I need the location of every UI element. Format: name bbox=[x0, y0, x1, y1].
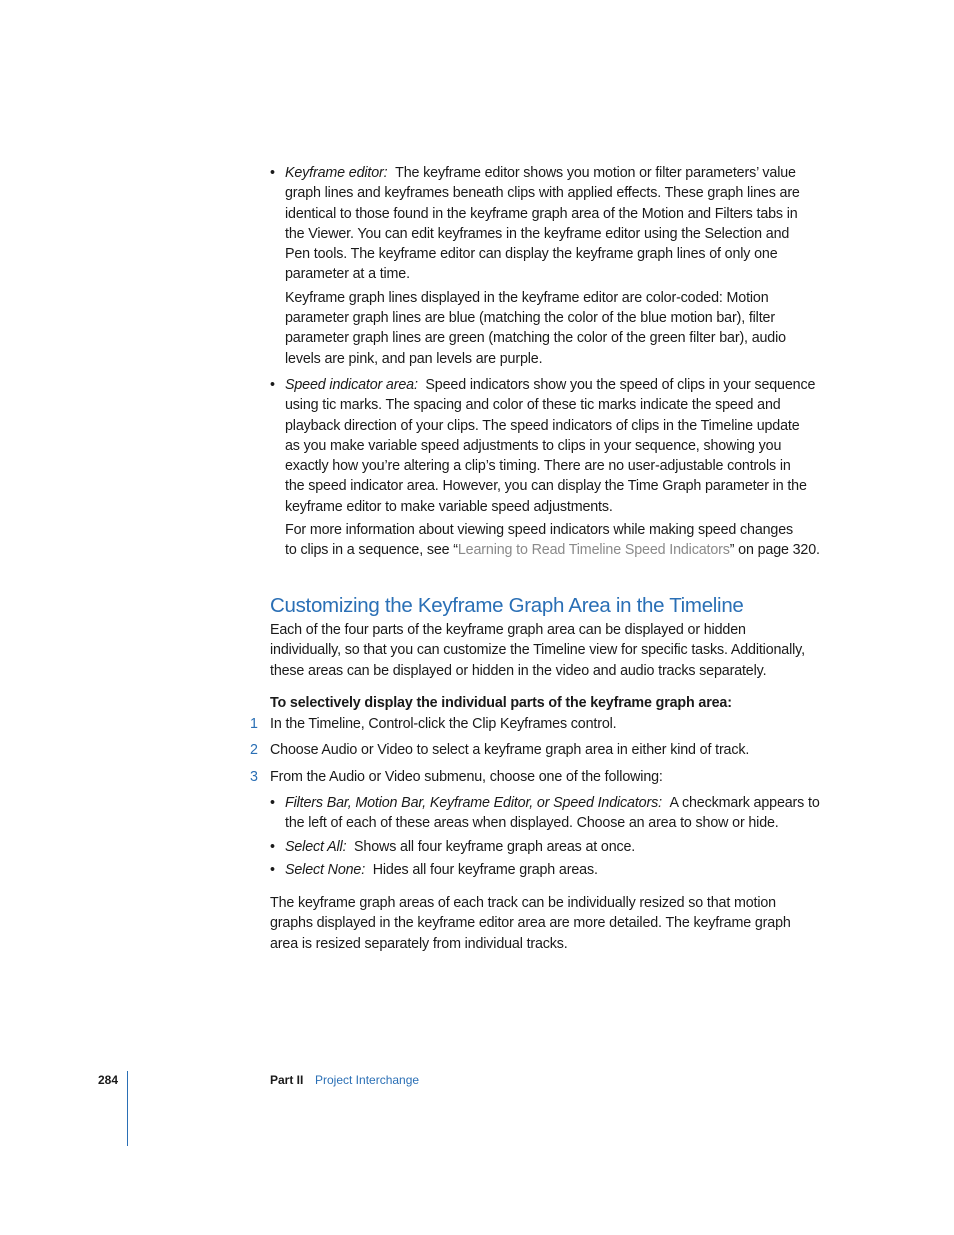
text-line: keyframe editor to make variable speed adjustments. bbox=[285, 498, 613, 515]
step-number: 3 bbox=[250, 769, 258, 785]
step-number: 2 bbox=[250, 742, 258, 758]
text-line: levels are pink, and pan levels are purple. bbox=[285, 350, 543, 367]
text-line: parameter graph lines are green (matching the color of the green filter bar), audio bbox=[285, 330, 786, 347]
text-line: For more information about viewing speed indicators while making speed changes bbox=[285, 522, 794, 539]
text-line: the speed indicator area. However, you can display the Time Graph parameter in the bbox=[285, 478, 807, 495]
footer-divider bbox=[127, 1071, 128, 1146]
text-line: The keyframe graph areas of each track can be individually resized so that motion bbox=[270, 895, 776, 911]
text-line: Each of the four parts of the keyframe graph area can be displayed or hidden bbox=[270, 622, 746, 638]
page-number: 284 bbox=[98, 1073, 119, 1087]
text-line: The keyframe editor shows you motion or filter parameters’ value bbox=[395, 165, 796, 181]
bullet-term: Speed indicator area: bbox=[285, 377, 418, 393]
text-line: ” on page 320. bbox=[729, 542, 820, 559]
bullet-marker: • bbox=[270, 377, 275, 393]
bullet-marker: • bbox=[270, 839, 275, 855]
text-line: using tic marks. The spacing and color of these tic marks indicate the speed and bbox=[285, 397, 781, 414]
step-text: Choose Audio or Video to select a keyframe graph area in either kind of track. bbox=[270, 742, 750, 758]
text-line: graphs displayed in the keyframe editor area are more detailed. The keyframe graph bbox=[270, 915, 791, 932]
text-line: as you make variable speed adjustments to clips in your sequence, showing you bbox=[285, 437, 782, 454]
text-line: playback direction of your clips. The speed indicators of clips in the Timeline update bbox=[285, 417, 800, 434]
bullet-marker: • bbox=[270, 862, 275, 878]
text-line: Keyframe graph lines displayed in the keyframe editor are color-coded: Motion bbox=[285, 289, 769, 306]
bullet-term: Filters Bar, Motion Bar, Keyframe Editor, or Speed Indicators: bbox=[285, 795, 662, 811]
text-line: identical to those found in the keyframe graph area of the Motion and Filters tabs in bbox=[285, 205, 798, 222]
footer-section-link[interactable]: Project Interchange bbox=[315, 1073, 420, 1087]
step-text: From the Audio or Video submenu, choose one of the following: bbox=[270, 769, 663, 785]
text-line: Pen tools. The keyframe editor can display the keyframe graph lines of only one bbox=[285, 246, 778, 263]
closing-paragraph bbox=[270, 893, 830, 954]
text-line: the Viewer. You can edit keyframes in the keyframe editor using the Selection and bbox=[285, 225, 790, 242]
text-line: area is resized separately from individual tracks. bbox=[270, 935, 568, 952]
text-line: parameter at a time. bbox=[285, 266, 410, 283]
step-text: In the Timeline, Control-click the Clip Keyframes control. bbox=[270, 716, 617, 732]
bullet-marker: • bbox=[270, 795, 275, 811]
cross-reference-link[interactable]: Learning to Read Timeline Speed Indicators bbox=[457, 542, 730, 559]
text-line: the left of each of these areas when displayed. Choose an area to show or hide. bbox=[285, 815, 779, 832]
bullet-term: Select None: bbox=[285, 862, 366, 878]
text-line: exactly how you’re altering a clip’s timing. There are no user-adjustable controls in bbox=[285, 458, 791, 475]
text-line: parameter graph lines are blue (matching the color of the blue motion bar), filter bbox=[285, 310, 775, 327]
text-line: to clips in a sequence, see “ bbox=[285, 542, 458, 559]
text-line: Shows all four keyframe graph areas at once. bbox=[354, 839, 636, 855]
task-instruction: To selectively display the individual parts of the keyframe graph area: bbox=[270, 695, 732, 711]
text-line: A checkmark appears to bbox=[669, 795, 820, 811]
bullet-term: Keyframe editor: bbox=[285, 165, 388, 181]
bullet-term: Select All: bbox=[285, 839, 347, 855]
footer-part-label: Part II bbox=[270, 1073, 304, 1087]
text-line: these areas can be displayed or hidden in the video and audio tracks separately. bbox=[270, 662, 767, 679]
intro-paragraph bbox=[270, 620, 830, 681]
text-line: individually, so that you can customize the Timeline view for specific tasks. Additionally, bbox=[270, 642, 805, 659]
section-heading: Customizing the Keyframe Graph Area in the Timeline bbox=[270, 594, 744, 617]
text-line: Hides all four keyframe graph areas. bbox=[372, 862, 598, 878]
text-line: graph lines and keyframes beneath clips with applied effects. These graph lines are bbox=[285, 185, 800, 202]
text-line: Speed indicators show you the speed of clips in your sequence bbox=[425, 377, 816, 393]
step-number: 1 bbox=[250, 716, 258, 732]
bullet-marker: • bbox=[270, 165, 275, 181]
